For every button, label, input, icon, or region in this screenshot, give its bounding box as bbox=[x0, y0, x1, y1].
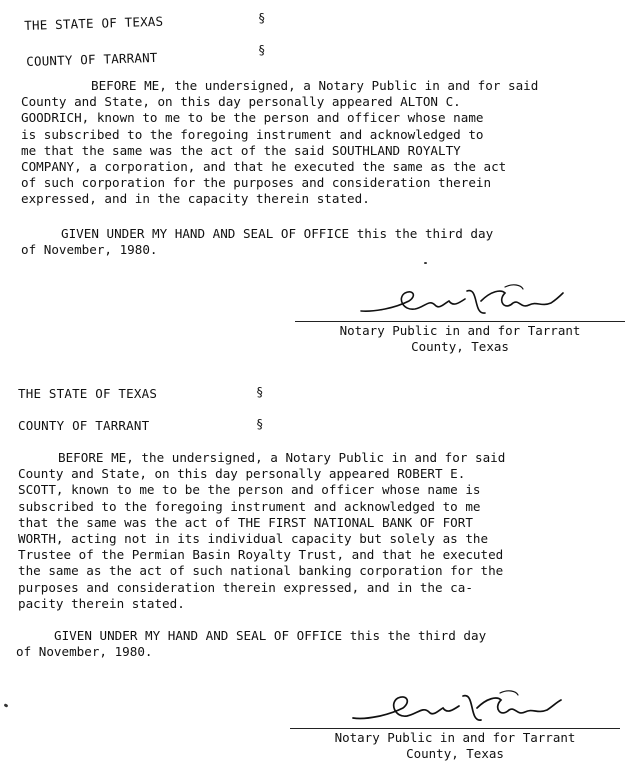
ack1-given-line-1: GIVEN UNDER MY HAND AND SEAL OF OFFICE this the third day bbox=[61, 226, 494, 241]
county-of-tarrant-heading-2: COUNTY OF TARRANT bbox=[18, 418, 150, 433]
notary-signature-block-2 bbox=[290, 688, 620, 761]
ack1-line-2: County and State, on this day personally appeared ALTON C. bbox=[21, 94, 461, 110]
ack1-line-7: of such corporation for the purposes and consideration therein bbox=[21, 175, 492, 191]
ack2-line-6: WORTH, acting not in its individual capacity but solely as the bbox=[18, 531, 489, 547]
notary-caption-1-line-2: County, Texas bbox=[411, 338, 509, 354]
ack1-line-5: me that the same was the act of the said SOUTHLAND ROYALTY bbox=[21, 142, 461, 158]
notary-caption-1-line-1: Notary Public in and for Tarrant bbox=[339, 323, 581, 338]
ack2-given-line-1: GIVEN UNDER MY HAND AND SEAL OF OFFICE this the third day bbox=[54, 628, 487, 643]
acknowledgment-2-body bbox=[18, 450, 505, 612]
notary-caption-2-line-2: County, Texas bbox=[406, 745, 504, 761]
notary-signature-block-1 bbox=[295, 281, 625, 354]
county-of-tarrant-heading-1: COUNTY OF TARRANT bbox=[26, 49, 158, 69]
ack1-given-line-2: of November, 1980. bbox=[21, 242, 158, 258]
section-mark-1b: § bbox=[258, 43, 266, 57]
acknowledgment-1-body bbox=[21, 78, 538, 208]
section-mark-1a: § bbox=[258, 11, 266, 25]
ack1-line-4: is subscribed to the foregoing instrument and acknowledged to bbox=[21, 126, 484, 142]
ack2-line-5: that the same was the act of THE FIRST NATIONAL BANK OF FORT bbox=[18, 514, 473, 530]
section-mark-2a: § bbox=[256, 385, 264, 399]
ack2-line-4: subscribed to the foregoing instrument and acknowledged to me bbox=[18, 498, 481, 514]
ack1-line-8: expressed, and in the capacity therein stated. bbox=[21, 191, 370, 207]
notary-signature-1 bbox=[355, 281, 565, 321]
ack1-line-1: BEFORE ME, the undersigned, a Notary Public in and for said bbox=[91, 78, 539, 93]
notary-caption-1 bbox=[295, 321, 625, 354]
notary-signature-2 bbox=[345, 688, 565, 728]
ack2-line-7: Trustee of the Permian Basin Royalty Trust, and that he executed bbox=[18, 547, 504, 563]
notary-caption-2 bbox=[290, 728, 620, 761]
ack2-line-1: BEFORE ME, the undersigned, a Notary Public in and for said bbox=[58, 450, 506, 465]
notary-caption-2-line-1: Notary Public in and for Tarrant bbox=[334, 730, 576, 745]
ack2-given-line-2: of November, 1980. bbox=[16, 644, 153, 660]
state-of-texas-heading-2: THE STATE OF TEXAS bbox=[18, 386, 158, 401]
ack2-line-8: the same as the act of such national banking corporation for the bbox=[18, 563, 504, 579]
ack2-line-2: County and State, on this day personally appeared ROBERT E. bbox=[18, 466, 466, 482]
scan-speck bbox=[424, 262, 427, 264]
ack1-line-6: COMPANY, a corporation, and that he executed the same as the act bbox=[21, 159, 507, 175]
section-mark-2b: § bbox=[256, 417, 264, 431]
state-of-texas-heading-1: THE STATE OF TEXAS bbox=[24, 13, 164, 33]
ack2-line-3: SCOTT, known to me to be the person and officer whose name is bbox=[18, 482, 481, 498]
ack1-line-3: GOODRICH, known to me to be the person and officer whose name bbox=[21, 110, 484, 126]
ack2-line-9: purposes and consideration therein expressed, and in the ca- bbox=[18, 579, 473, 595]
acknowledgment-1-given-clause bbox=[21, 226, 493, 258]
scan-speck bbox=[4, 703, 9, 708]
ack2-line-10: pacity therein stated. bbox=[18, 595, 185, 611]
acknowledgment-2-given-clause bbox=[16, 628, 486, 660]
